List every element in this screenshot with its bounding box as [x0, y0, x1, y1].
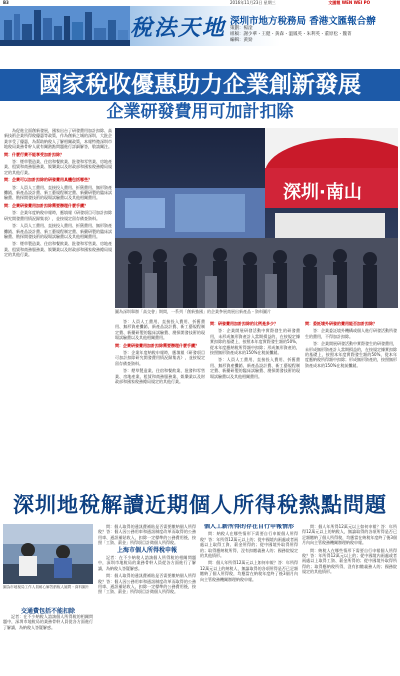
main-headline: 國家稅收優惠助力企業創新發展 [0, 69, 400, 101]
answer: 答：人員人工費用、直接投入費用、折舊費用、無形資產攤銷、新產品設計費、新工藝規程制定費、新藥研製的臨床試驗費、勘探開發技術的現場試驗費以及其他相關費用。 [4, 184, 112, 201]
article1-col4 [305, 319, 397, 486]
answer: 答：煙草製造業、住宿和餐飲業、批發和零售業、房地產業、租賃和商務服務業、娛樂業以及財政部和國家稅務總局規定的其他行業。 [115, 368, 205, 385]
service-photo [3, 524, 93, 584]
article-intro: 為促進全面創新發展，國家出台了研發費用加計扣除、高新技術企業所得稅優惠等政策，作為創新之城的深圳，大批企業享受了優惠，為幫助納稅人了解相關政策，本報特邀深圳市地稅局業務骨幹人就有關熱點問題進行詳細解答，敬請關注。 [4, 128, 112, 150]
paragraph: 記者：在不少納稅人諮詢個人所得稅的相關問題中，深圳市地稅局的業務骨幹人員從各方面進行了解讀，為納稅人答疑解惑。 [98, 555, 196, 571]
answer: 答：人員人工費用、直接投入費用、折舊費用、無形資產攤銷、新產品設計費、新工藝規程制定費、新藥研製的臨床試驗費、勘探開發技術的現場試驗費以及其他相關費用。 [210, 357, 300, 379]
section2-headline: 深圳地稅解讀近期個人所得稅熱點問題 [13, 492, 387, 517]
answer: 答：企業年度納稅申報時，應填報《研發項目可加計扣除研究開發費用情況歸集表》，並按規定留存備查資料。 [115, 350, 205, 366]
section2-subhead: 個人工薪所得的存在自行申報情形 [203, 524, 294, 530]
photo-caption: 圖為深圳舉辦「高交會」期間，一系列「創新強國」的企業參展商展出新產品・資料圖片 [115, 309, 398, 317]
paper-logo: 文匯報 WEN WEI PO [328, 0, 370, 5]
exhibition-scene [115, 128, 398, 308]
question: 問：企業可以加計扣除的研發費用具體包括哪些？ [4, 177, 92, 183]
question: 問：企業研發費用加計扣除需要辦理什麼手續？ [4, 202, 88, 208]
answer: 答：人員人工費用、直接投入費用、折舊費用、無形資產攤銷、新產品設計費、新工藝規程制定費、新藥研製的臨床試驗費、勘探開發技術的現場試驗費以及其他相關費用。 [115, 319, 205, 341]
paragraph: 問：納稅人在哪些情形下需要自行申報個人所得稅？答：年所得12萬元以上的；從中國境內兩處或者兩處以上取得工資、薪金所得的；從中國境外取得所得的；取得應納稅所得，沒有扣繳義務人的；國務院規定的其他情形。 [200, 531, 298, 559]
paragraph: 問：納稅人在哪些情形下需要自行申報個人所得稅？答：年所得12萬元以上的；從中國境內兩處或者兩處以上取得工資、薪金所得的；從中國境外取得所得的；取得應納稅所得，沒有扣繳義務人的；國務院規定的其他情形。 [302, 547, 397, 575]
masthead [0, 6, 400, 46]
article2-col3 [200, 524, 298, 669]
article2-col4 [302, 524, 397, 669]
answer: 答：企業年度納稅申報時，應填報《研發項目可加計扣除研究開發費用情況歸集表》，並按規定留存備查資料。 [4, 210, 112, 221]
answer: 答：煙草製造業、住宿和餐飲業、批發和零售業、房地產業、租賃和商務服務業、娛樂業以及財政部和國家稅務總局規定的其他行業。 [4, 159, 112, 175]
answer: 答：企業開展研發活動中實際發生的研發費用，未形成無形資產計入當期損益的，在按規定據實扣除的基礎上，按照本年度實際發生額的50%，從本年度應納稅所得額中扣除；形成無形資產的，按照無形資產成本的150%在稅前攤銷。 [210, 328, 300, 356]
answer: 答：人員人工費用、直接投入費用、折舊費用、無形資產攤銷、新產品設計費、新工藝規程制定費、新藥研製的臨床試驗費、勘探開發技術的現場試驗費以及其他相關費用。 [4, 223, 112, 239]
page-number: B3 [3, 0, 9, 5]
section2-subhead: 交通費包括不能扣除 [20, 608, 75, 615]
article1-col2 [115, 319, 205, 486]
section-title: 稅法天地 [130, 15, 227, 41]
answer: 答：煙草製造業、住宿和餐飲業、批發和零售業、房地產業、租賃和商務服務業、娛樂業以及財政部和國家稅務總局規定的其他行業。 [4, 241, 112, 258]
paragraph: 記者：在不少納稅人諮詢個人所得稅的相關問題中，深圳市地稅局的業務骨幹人員從各方面進行了解讀，為納稅人答疑解惑。 [3, 614, 93, 630]
article2-col1 [3, 614, 93, 669]
credits [230, 26, 352, 44]
answer: 答：企業開展研發活動中實際發生的研發費用，未形成無形資產計入當期損益的，在按規定據實扣除的基礎上，按照本年度實際發生額的50%，從本年度應納稅所得額中扣除；形成無形資產的，按照無形資產成本的150%在稅前攤銷。 [305, 341, 397, 368]
section2-subhead: 上海市個人所得稅申報 [116, 546, 177, 554]
section-subtitle: 深圳市地方稅務局 香港文匯報合辦 [230, 16, 376, 27]
article1-left-column [4, 128, 112, 486]
paragraph: 問：個人取得的通訊費補貼是否需要繳納個人所得稅？答：個人因公務用車和通訊制度改革而取得的公務用車、通訊補貼收入，扣除一定標準的公務費用後，按照「工資、薪金」所得項目計徵個人所得稅。 [98, 573, 196, 595]
exhibition-photo [115, 128, 398, 308]
paragraph: 問：個人年所得12萬元以上如何申報？答：年所得12萬元以上的納稅人，無論取得的各項所得是否已足額繳納了個人所得稅，均應當在納稅年度終了後3個月內向主管稅務機關辦理納稅申報。 [200, 560, 298, 582]
question: 問：委託境外研發的費用能否加計扣除？ [305, 321, 377, 326]
sub-headline: 企業研發費用可加計扣除 [106, 102, 294, 122]
article2-col2 [98, 524, 196, 669]
credit-line: 編輯：黃勁 [230, 38, 253, 43]
booth-sign: 深圳·南山 [283, 182, 362, 203]
credit-line: 組稿：謝少華・王健・黃森・溫鳳英・朱利英・董原松・魏菁 [230, 32, 352, 37]
service-photo-caption: 圖為市地稅局工作人員耐心解答納稅人疑問・資料圖片 [3, 585, 90, 589]
service-scene [3, 524, 93, 584]
question: 問：什麼行業不能享受加計扣除？ [4, 151, 64, 157]
city-skyline-graphic [0, 6, 130, 46]
question: 問：企業研發費用加計扣除需要辦理什麼手續？ [115, 342, 199, 348]
question: 問：研發費用加計扣除的比例是多少？ [210, 321, 278, 326]
article1-col3 [210, 319, 300, 486]
paragraph: 問：個人年所得12萬元以上如何申報？答：年所得12萬元以上的納稅人，無論取得的各項所得是否已足額繳納了個人所得稅，均應當在納稅年度終了後3個月內向主管稅務機關辦理納稅申報。 [302, 524, 397, 546]
answer: 答：企業委託境外機構或個人進行研發活動所發生的費用，不得加計扣除。 [305, 328, 397, 339]
paragraph: 問：個人取得的通訊費補貼是否需要繳納個人所得稅？答：個人因公務用車和通訊制度改革而取得的公務用車、通訊補貼收入，扣除一定標準的公務費用後，按照「工資、薪金」所得項目計徵個人所得稅。 [98, 524, 196, 546]
issue-date: 2016年11月23日 星期三 [230, 0, 276, 5]
credit-line: 策劃：楊淦 [230, 26, 253, 31]
